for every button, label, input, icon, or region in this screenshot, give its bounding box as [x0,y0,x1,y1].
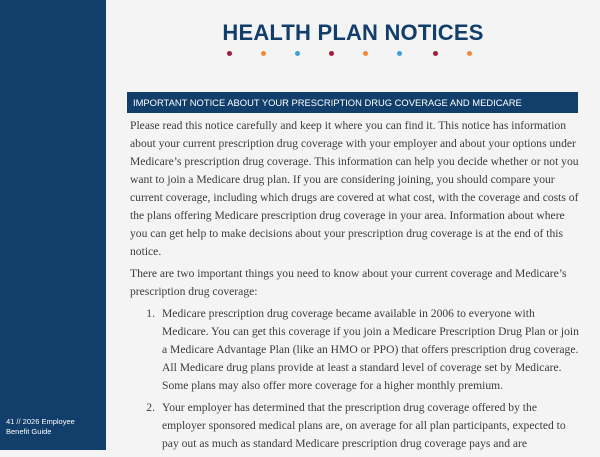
sidebar-band [0,0,106,450]
decorative-dot [467,51,472,56]
notice-paragraph: Please read this notice carefully and keep it where you can find it. This notice has information about your current prescription drug coverage with your employer and about your options under Medicare’s prescription drug coverage. This information can help you decide whether or not you want to join a Medicare drug plan. If you are considering joining, you should compare your current coverage, including which drugs are covered at what cost, with the coverage and costs of the plans offering Medicare prescription drug coverage in your area. Information about where you can get help to make decisions about your prescription drug coverage is at the end of this notice. [130,119,579,258]
notice-paragraph: There are two important things you need to know about your current coverage and Medicare’s prescription drug coverage: [130,267,567,298]
decorative-dot [433,51,438,56]
list-item-text: Your employer has determined that the prescription drug coverage offered by the employer sponsored medical plans are, on average for all plan participants, expected to pay out as much as standard Medicare prescription drug coverage pays and are [162,401,566,450]
decorative-dot [261,51,266,56]
page-footer [6,417,75,437]
list-item-number: 2. [146,401,155,414]
notice-list [130,305,580,453]
footer-page-label: 41 // 2026 Employee [6,417,75,426]
notice-banner: IMPORTANT NOTICE ABOUT YOUR PRESCRIPTION DRUG COVERAGE AND MEDICARE [127,92,578,113]
list-item-number: 1. [146,307,155,320]
footer-guide-label: Benefit Guide [6,427,52,436]
list-item [130,399,580,453]
decorative-dot [363,51,368,56]
decorative-dot [397,51,402,56]
list-item-text: Medicare prescription drug coverage became available in 2006 to everyone with Medicare. You can get this coverage if you join a Medicare Prescription Drug Plan or join a Medicare Advantage Plan (like an HMO or PPO) that offers prescription drug coverage. All Medicare drug plans provide at least a standard level of coverage set by Medicare. Some plans may also offer more coverage for a higher monthly premium. [162,307,579,392]
decorative-dot [295,51,300,56]
page-title: HEALTH PLAN NOTICES [222,20,484,45]
list-item [130,305,580,395]
decorative-dot [329,51,334,56]
notice-body [130,117,580,457]
decorative-dot-row [227,50,475,58]
decorative-dot [227,51,232,56]
